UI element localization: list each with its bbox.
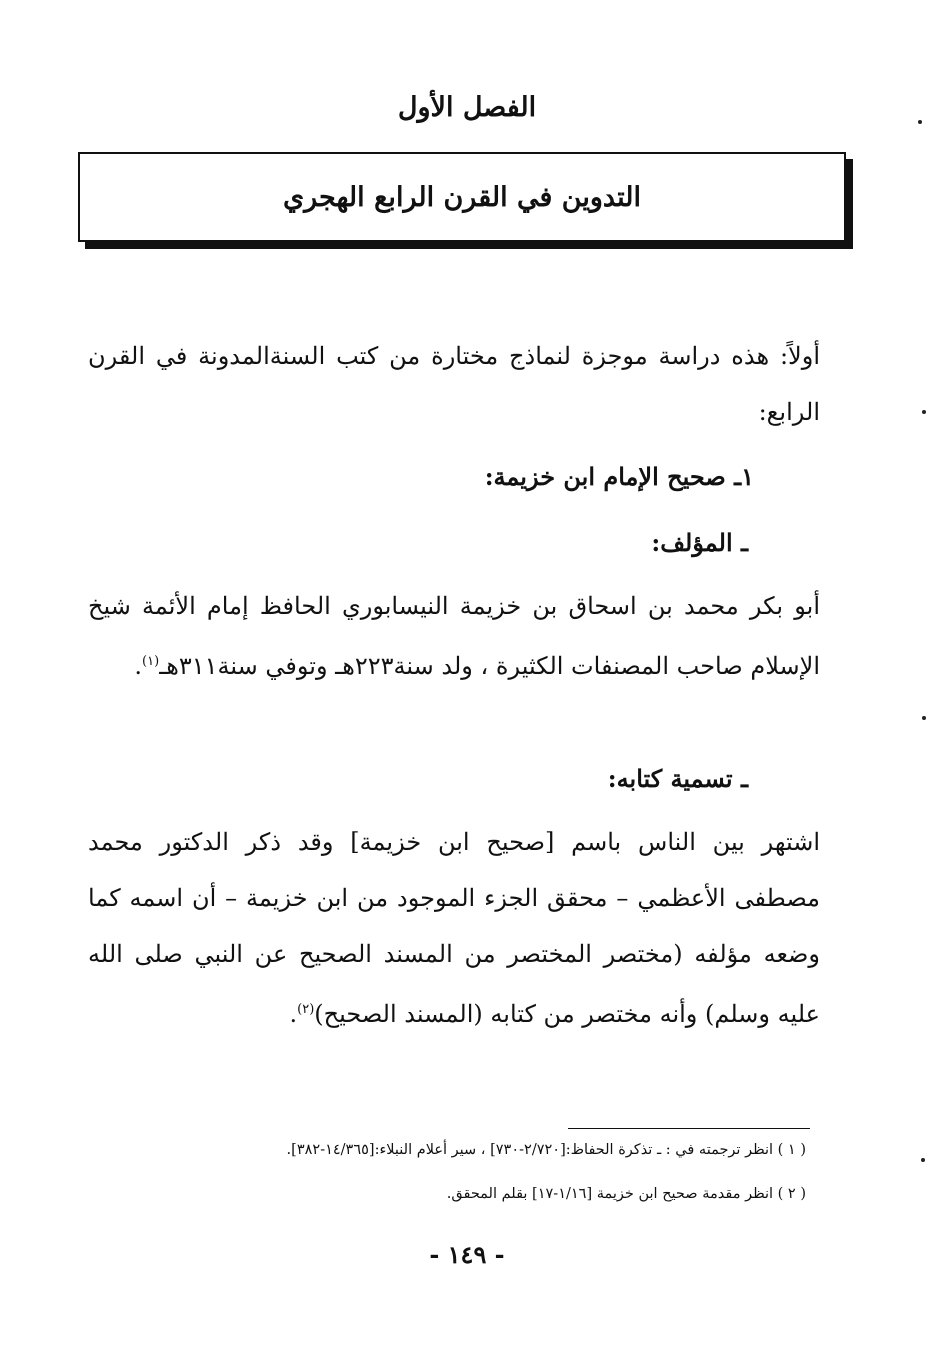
intro-paragraph: أولاً: هذه دراسة موجزة لنماذج مختارة من كتب السنةالمدونة في القرن الرابع: bbox=[88, 342, 820, 426]
footnote-1: ( ١ ) انظر ترجمته في : ـ تذكرة الحفاظ:[٢/٧٢٠-٧٣٠] ، سير أعلام النبلاء:[١٤/٣٦٥-٣٨٢]. bbox=[286, 1142, 806, 1158]
scan-mark bbox=[922, 410, 926, 414]
naming-text: اشتهر بين الناس باسم [صحيح ابن خزيمة] وقد ذكر الدكتور محمد مصطفى الأعظمي – محقق الجزء الموجود من ابن خزيمة – أن اسمه كما وضعه مؤلفه (مختصر المختصر من المسند الصحيح عن النبي صلى الله عليه وسلم) وأنه مختصر من كتابه (المسند الصحيح) bbox=[88, 828, 820, 1028]
author-text: أبو بكر محمد بن اسحاق بن خزيمة النيسابوري الحافظ إمام الأئمة شيخ الإسلام صاحب المصنفات الكثيرة ، ولد سنة٢٢٣هـ وتوفي سنة٣١١هـ bbox=[88, 592, 820, 680]
author-heading: ـ المؤلف: bbox=[651, 528, 748, 557]
footnote-ref-1: (١) bbox=[142, 654, 160, 669]
chapter-title: الفصل الأول bbox=[397, 92, 537, 123]
scan-mark bbox=[921, 1158, 925, 1162]
footnote-ref-2: (٢) bbox=[297, 1002, 315, 1017]
scan-mark bbox=[922, 716, 926, 720]
section-title: التدوين في القرن الرابع الهجري bbox=[283, 181, 641, 213]
book-heading: ١ـ صحيح الإمام ابن خزيمة: bbox=[484, 462, 754, 491]
footnote-divider bbox=[568, 1128, 810, 1129]
footnote-2: ( ٢ ) انظر مقدمة صحيح ابن خزيمة [١/١٦-١٧] بقلم المحقق. bbox=[446, 1186, 806, 1202]
naming-paragraph: اشتهر بين الناس باسم [صحيح ابن خزيمة] وقد ذكر الدكتور محمد مصطفى الأعظمي – محقق الجزء الموجود من ابن خزيمة – أن اسمه كما وضعه مؤلفه (مختصر المختصر من المسند الصحيح عن النبي صلى الله عليه وسلم) وأنه مختصر من كتابه (المسند الصحيح)$^{(٢)}$. bbox=[88, 828, 820, 1028]
naming-heading: ـ تسمية كتابه: bbox=[607, 764, 748, 793]
scan-mark bbox=[918, 120, 922, 124]
section-title-box bbox=[78, 152, 846, 242]
author-paragraph: أبو بكر محمد بن اسحاق بن خزيمة النيسابوري الحافظ إمام الأئمة شيخ الإسلام صاحب المصنفات الكثيرة ، ولد سنة٢٢٣هـ وتوفي سنة٣١١هـ$^{(١)}$. bbox=[88, 592, 820, 680]
page-number: - ١٤٩ - bbox=[429, 1240, 505, 1269]
